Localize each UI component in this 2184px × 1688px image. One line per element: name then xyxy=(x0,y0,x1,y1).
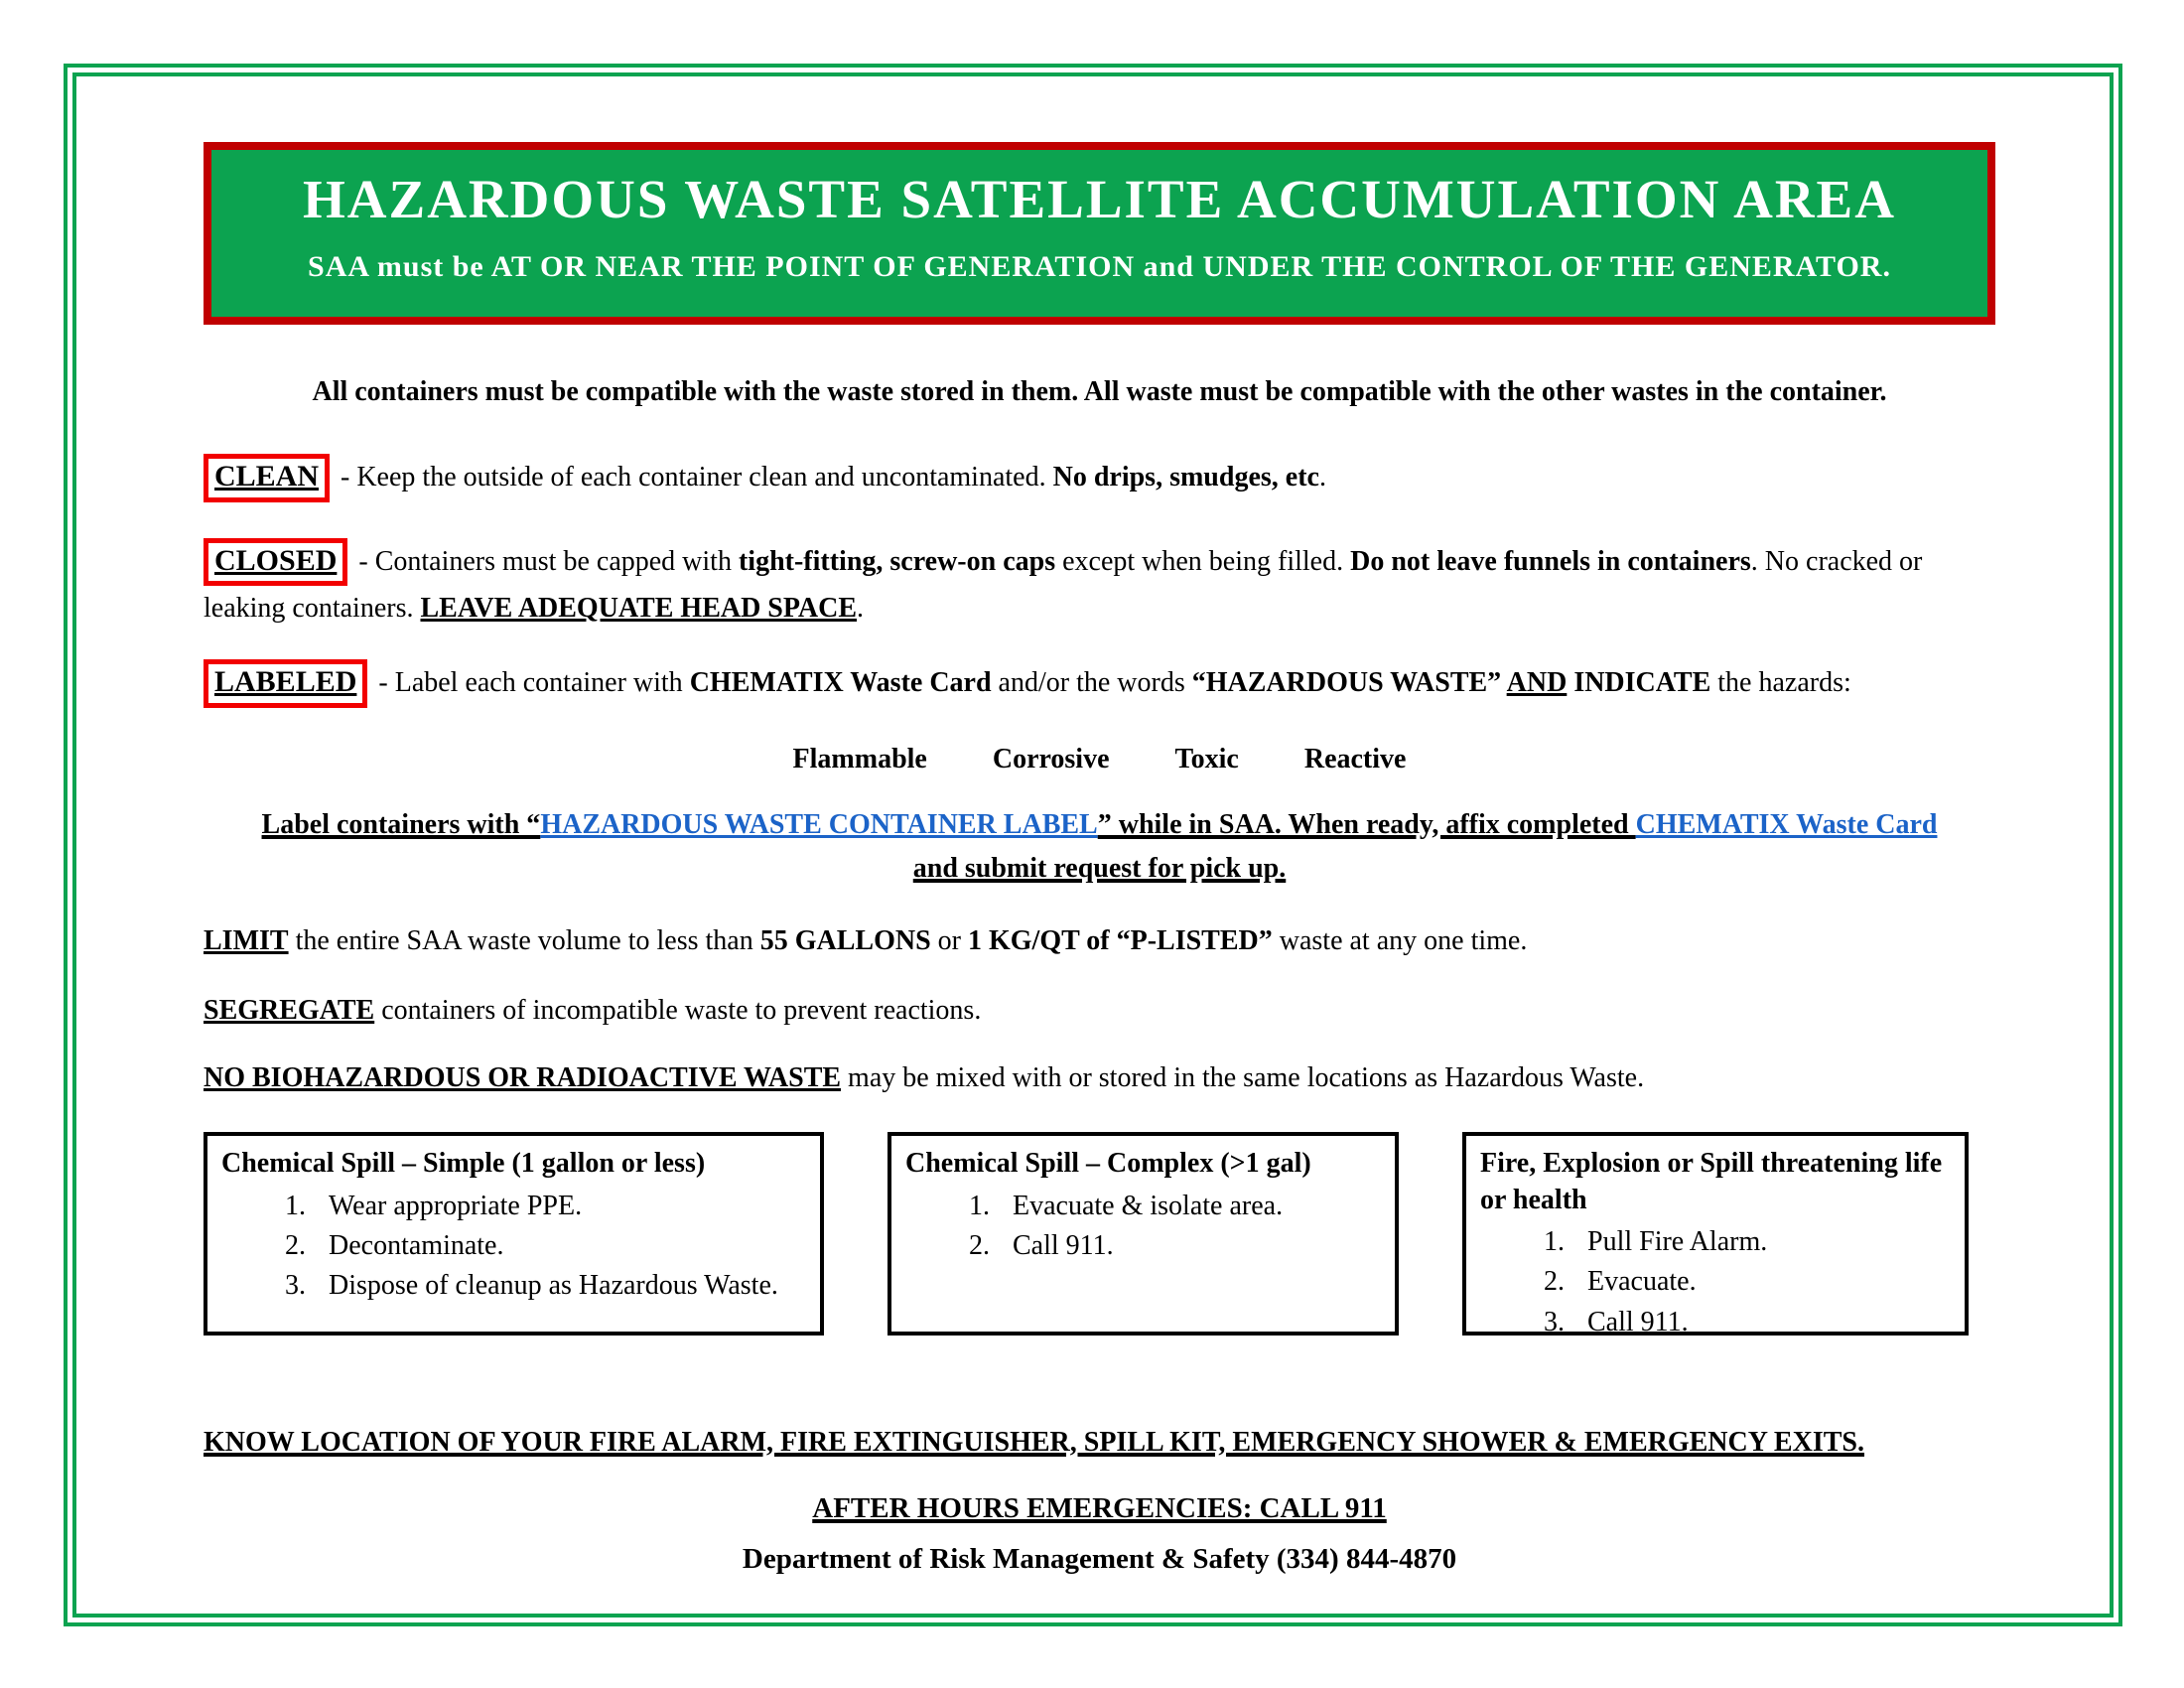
labeled-keyword-box xyxy=(204,659,367,708)
spill-step: 1. Wear appropriate PPE. xyxy=(313,1189,806,1224)
labeled-keyword: LABELED xyxy=(214,665,357,699)
spill-simple-title: Chemical Spill – Simple (1 gallon or less) xyxy=(221,1148,706,1180)
limit-keyword: LIMIT xyxy=(204,925,289,957)
closed-keyword: CLOSED xyxy=(214,543,338,577)
clean-keyword-box xyxy=(204,454,330,502)
spill-step: 3. Dispose of cleanup as Hazardous Waste. xyxy=(313,1268,806,1304)
limit-text-1: the entire SAA waste volume to less than xyxy=(288,925,760,957)
limit-text-2: or xyxy=(930,925,968,957)
emergency-procedure-boxes xyxy=(204,1132,1995,1336)
know-location-text: KNOW LOCATION OF YOUR FIRE ALARM, FIRE EXTINGUISHER, SPILL KIT, EMERGENCY SHOWER & EMERGENCY EXITS. xyxy=(204,1427,1864,1459)
labeled-text-1: - Label each container with xyxy=(371,667,690,699)
biohazard-text: may be mixed with or stored in the same locations as Hazardous Waste. xyxy=(841,1062,1645,1094)
spill-step: 2. Decontaminate. xyxy=(313,1228,806,1264)
instruction-text-2: ” while in SAA. When ready, affix completed xyxy=(1097,808,1636,840)
poster-content xyxy=(204,142,1995,1576)
spill-step: 1. Pull Fire Alarm. xyxy=(1571,1224,1951,1260)
labeled-text-2: and/or the words xyxy=(991,667,1192,699)
know-location-line xyxy=(204,1427,1995,1459)
limit-p-listed: 1 KG/QT of “P-LISTED” xyxy=(967,925,1273,957)
spill-step: 2. Call 911. xyxy=(997,1228,1381,1264)
limit-55-gallons: 55 GALLONS xyxy=(759,925,931,957)
spill-box-complex xyxy=(887,1132,1399,1336)
labeled-text-end: the hazards: xyxy=(1710,667,1851,699)
hazard-reactive: Reactive xyxy=(1303,743,1407,774)
hazard-toxic: Toxic xyxy=(1174,743,1239,774)
spill-step: 1. Evacuate & isolate area. xyxy=(997,1189,1381,1224)
instruction-text-1: Label containers with “ xyxy=(261,808,541,840)
closed-headspace-warning: LEAVE ADEQUATE HEAD SPACE xyxy=(420,593,858,624)
spill-box-simple xyxy=(204,1132,824,1336)
hazard-corrosive: Corrosive xyxy=(992,743,1110,774)
labeled-chematix-text: CHEMATIX Waste Card xyxy=(689,667,992,699)
instruction-text-3: and submit request for pick up. xyxy=(912,853,1287,885)
spill-step: 3. Call 911. xyxy=(1571,1305,1951,1340)
rule-no-biohazard xyxy=(204,1062,1995,1094)
limit-text-end: waste at any one time. xyxy=(1272,925,1528,957)
rule-limit xyxy=(204,925,1995,957)
clean-keyword: CLEAN xyxy=(214,460,320,492)
closed-text-end: . xyxy=(857,593,865,624)
page-title: HAZARDOUS WASTE SATELLITE ACCUMULATION AREA xyxy=(303,169,1896,229)
after-hours-line xyxy=(204,1492,1995,1525)
closed-text-bold-2: Do not leave funnels in containers xyxy=(1350,545,1751,577)
segregate-keyword: SEGREGATE xyxy=(204,995,375,1027)
clean-text-bold: No drips, smudges, etc xyxy=(1052,462,1319,492)
labeled-hazwaste-text: “HAZARDOUS WASTE” xyxy=(1191,667,1507,699)
spill-simple-steps xyxy=(221,1189,806,1305)
header-banner xyxy=(204,142,1995,325)
rule-clean xyxy=(204,454,1995,502)
spill-step: 2. Evacuate. xyxy=(1571,1264,1951,1300)
spill-complex-title: Chemical Spill – Complex (>1 gal) xyxy=(905,1148,1311,1180)
closed-text-bold-1: tight-fitting, screw-on caps xyxy=(738,545,1056,577)
closed-text-2: except when being filled. xyxy=(1055,545,1351,577)
chematix-waste-card-link[interactable]: CHEMATIX Waste Card xyxy=(1635,808,1938,840)
spill-fire-steps xyxy=(1480,1224,1951,1340)
rule-labeled xyxy=(204,659,1995,708)
department-contact: Department of Risk Management & Safety (334) 844-4870 xyxy=(742,1543,1457,1576)
hazard-flammable: Flammable xyxy=(792,743,927,774)
clean-text: - Keep the outside of each container clean and uncontaminated. xyxy=(334,462,1053,492)
spill-complex-steps xyxy=(905,1189,1381,1265)
closed-keyword-box xyxy=(204,538,347,587)
spill-box-fire xyxy=(1462,1132,1969,1336)
page-subtitle: SAA must be AT OR NEAR THE POINT OF GENERATION and UNDER THE CONTROL OF THE GENERATOR. xyxy=(308,250,1891,283)
label-instruction xyxy=(204,803,1995,893)
hazard-class-list xyxy=(204,744,1995,775)
hazardous-waste-container-label-link[interactable]: HAZARDOUS WASTE CONTAINER LABEL xyxy=(540,808,1098,840)
rule-closed xyxy=(204,538,1995,633)
after-hours-text: AFTER HOURS EMERGENCIES: CALL 911 xyxy=(812,1492,1387,1525)
clean-text-end: . xyxy=(1318,462,1326,492)
labeled-and: AND xyxy=(1506,667,1568,699)
closed-text-1: - Containers must be capped with xyxy=(351,545,739,577)
compatibility-statement: All containers must be compatible with the waste stored in them. All waste must be compatible with the other wastes in the container. xyxy=(312,376,1887,407)
closed-text-3: . No cracked or leaking containers. xyxy=(204,545,1923,624)
rule-segregate xyxy=(204,995,1995,1027)
labeled-indicate: INDICATE xyxy=(1567,667,1711,699)
segregate-text: containers of incompatible waste to prevent reactions. xyxy=(374,995,982,1027)
spill-fire-title: Fire, Explosion or Spill threatening life or health xyxy=(1480,1148,1943,1215)
biohazard-keyword: NO BIOHAZARDOUS OR RADIOACTIVE WASTE xyxy=(204,1062,842,1094)
